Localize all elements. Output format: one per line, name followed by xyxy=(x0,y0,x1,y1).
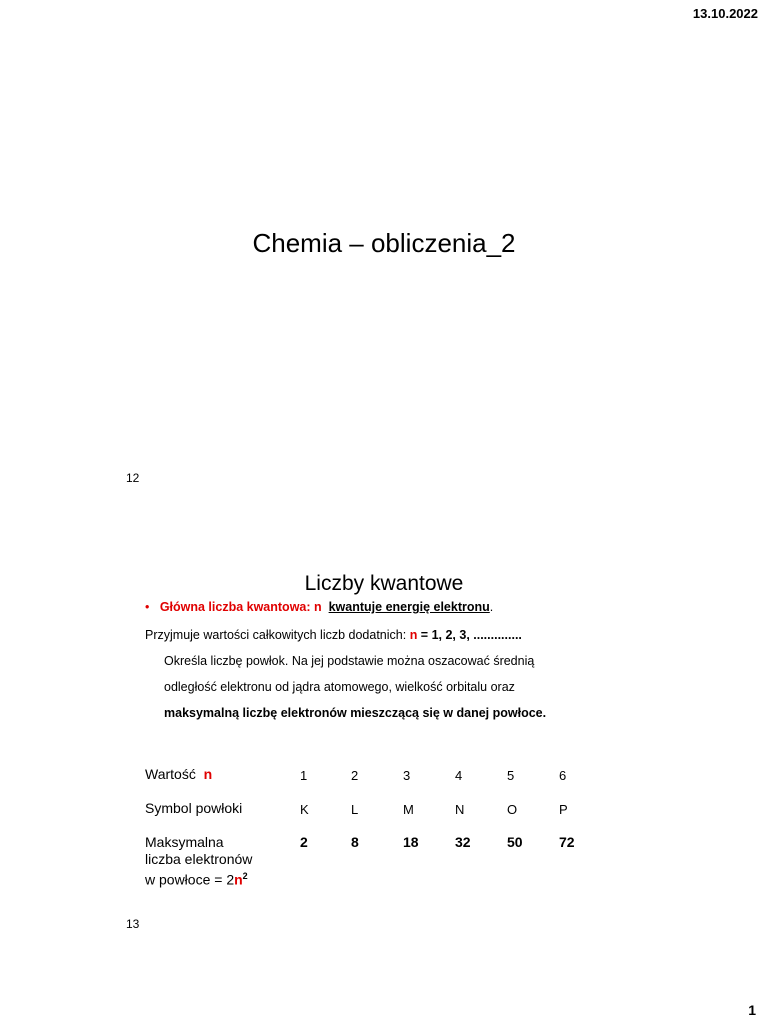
row3-label-line1: Maksymalna xyxy=(145,834,224,850)
page-number: 1 xyxy=(748,1002,756,1018)
line1-n: n xyxy=(409,628,418,642)
row3-label-pre: w powłoce = 2 xyxy=(145,871,235,888)
line1-post: = 1, 2, 3, .............. xyxy=(417,628,522,642)
row3-label-exp: 2 xyxy=(242,871,248,881)
line1-pre: Przyjmuje wartości całkowitych liczb dodatnich: xyxy=(145,628,410,642)
table-cell: K xyxy=(300,802,309,817)
row3-label-line3 xyxy=(145,868,285,889)
bullet-dot: • xyxy=(145,600,150,614)
bullet-label: Główna liczba kwantowa: n xyxy=(159,600,322,614)
table-cell: 2 xyxy=(300,834,308,850)
text-line-3: odległość elektronu od jądra atomowego, wielkość orbitalu oraz xyxy=(164,680,515,694)
table-cell: 18 xyxy=(403,834,419,850)
table-cell: O xyxy=(507,802,518,817)
table-cell: 4 xyxy=(455,768,463,783)
slide-title: Chemia – obliczenia_2 xyxy=(252,228,516,258)
table-row2-label: Symbol powłoki xyxy=(145,800,243,816)
bullet-principal-quantum-number xyxy=(145,600,493,614)
table-cell: 1 xyxy=(300,768,308,783)
table-cell: N xyxy=(455,802,465,817)
table-cell: 50 xyxy=(507,834,523,850)
table-cell: 8 xyxy=(351,834,359,850)
table-cell: L xyxy=(351,802,359,817)
table-row1-label xyxy=(145,766,212,782)
slide-number: 12 xyxy=(126,471,140,485)
text-line-2: Określa liczbę powłok. Na jej podstawie można oszacować średnią xyxy=(164,654,535,668)
row1-label-text: Wartość xyxy=(145,766,196,782)
table-cell: M xyxy=(403,802,414,817)
row3-label-n: n xyxy=(234,871,243,888)
table-row3-label xyxy=(145,834,285,889)
table-cell: 6 xyxy=(559,768,567,783)
slide-subtitle: Liczby kwantowe xyxy=(304,572,464,595)
bullet-tail: . xyxy=(489,600,494,614)
bullet-underlined: kwantuje energię elektronu xyxy=(328,600,490,614)
table-cell: 5 xyxy=(507,768,515,783)
table-cell: 72 xyxy=(559,834,575,850)
row3-label-line2: liczba elektronów xyxy=(145,851,253,867)
table-cell: P xyxy=(559,802,568,817)
text-line-4: maksymalną liczbę elektronów mieszczącą się w danej powłoce. xyxy=(164,706,547,720)
slide-number: 13 xyxy=(126,917,140,931)
table-cell: 3 xyxy=(403,768,411,783)
table-cell: 2 xyxy=(351,768,359,783)
row1-label-n: n xyxy=(203,766,213,782)
text-line-1 xyxy=(145,628,522,642)
table-cell: 32 xyxy=(455,834,471,850)
header-date: 13.10.2022 xyxy=(692,6,758,21)
